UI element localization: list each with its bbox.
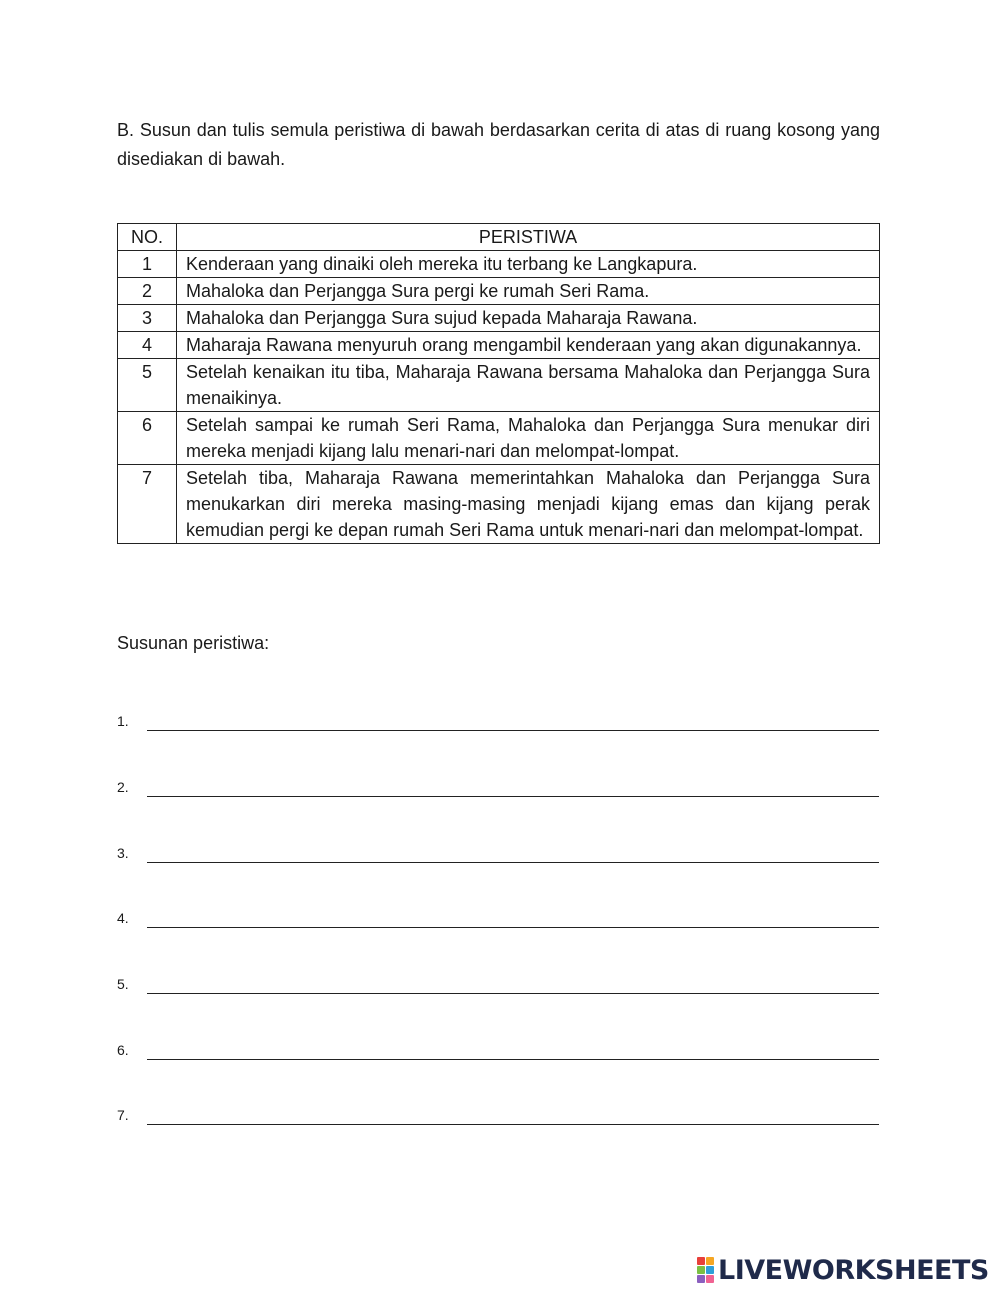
table-row	[118, 251, 880, 278]
answer-section-title: Susunan peristiwa:	[117, 633, 270, 653]
row-number: 6	[118, 412, 177, 465]
answer-number: 1.	[117, 713, 129, 729]
row-number: 4	[118, 332, 177, 359]
events-table	[117, 223, 880, 544]
row-event-text: Mahaloka dan Perjangga Sura sujud kepada Maharaja Rawana.	[177, 305, 880, 332]
row-number: 7	[118, 465, 177, 544]
answer-blank[interactable]	[147, 993, 879, 994]
answer-line-2[interactable]	[117, 777, 879, 799]
answer-line-4[interactable]	[117, 908, 879, 930]
logo-block	[706, 1266, 714, 1274]
header-no: NO.	[118, 224, 177, 251]
answer-blank[interactable]	[147, 927, 879, 928]
row-event-text: Setelah sampai ke rumah Seri Rama, Mahaloka dan Perjangga Sura menukar diri mereka menjadi kijang lalu menari-nari dan melompat-lompat.	[177, 412, 880, 465]
answer-blank[interactable]	[147, 1059, 879, 1060]
logo-block	[706, 1257, 714, 1265]
answer-line-7[interactable]	[117, 1105, 879, 1127]
logo-block	[706, 1275, 714, 1283]
header-peristiwa: PERISTIWA	[177, 224, 880, 251]
row-event-text: Mahaloka dan Perjangga Sura pergi ke rumah Seri Rama.	[177, 278, 880, 305]
answer-number: 4.	[117, 910, 129, 926]
answer-number: 5.	[117, 976, 129, 992]
answer-line-6[interactable]	[117, 1040, 879, 1062]
logo-blocks-icon	[697, 1257, 714, 1283]
answer-line-3[interactable]	[117, 843, 879, 865]
row-number: 3	[118, 305, 177, 332]
table-header-row	[118, 224, 880, 251]
logo-block	[697, 1257, 705, 1265]
answer-line-1[interactable]	[117, 711, 879, 733]
answer-line-5[interactable]	[117, 974, 879, 996]
answer-number: 2.	[117, 779, 129, 795]
answer-blank[interactable]	[147, 1124, 879, 1125]
row-number: 5	[118, 359, 177, 412]
row-number: 1	[118, 251, 177, 278]
liveworksheets-logo	[697, 1254, 989, 1286]
answer-blank[interactable]	[147, 862, 879, 863]
table-row	[118, 465, 880, 544]
logo-block	[697, 1266, 705, 1274]
answer-number: 6.	[117, 1042, 129, 1058]
row-event-text: Setelah kenaikan itu tiba, Maharaja Rawana bersama Mahaloka dan Perjangga Sura menaikinya.	[177, 359, 880, 412]
logo-wordmark: LIVEWORKSHEETS	[718, 1254, 989, 1286]
answer-number: 7.	[117, 1107, 129, 1123]
row-event-text: Kenderaan yang dinaiki oleh mereka itu terbang ke Langkapura.	[177, 251, 880, 278]
answer-number: 3.	[117, 845, 129, 861]
table-row	[118, 332, 880, 359]
table-row	[118, 278, 880, 305]
logo-block	[697, 1275, 705, 1283]
table-row	[118, 305, 880, 332]
instruction-text: B. Susun dan tulis semula peristiwa di bawah berdasarkan cerita di atas di ruang kosong yang disediakan di bawah.	[117, 120, 880, 169]
table-row	[118, 412, 880, 465]
table-row	[118, 359, 880, 412]
answer-blank[interactable]	[147, 730, 879, 731]
row-number: 2	[118, 278, 177, 305]
answer-blank[interactable]	[147, 796, 879, 797]
row-event-text: Maharaja Rawana menyuruh orang mengambil kenderaan yang akan digunakannya.	[177, 332, 880, 359]
row-event-text: Setelah tiba, Maharaja Rawana memerintahkan Mahaloka dan Perjangga Sura menukarkan diri mereka masing-masing menjadi kijang emas dan kijang perak kemudian pergi ke depan rumah Seri Rama untuk menari-nari dan melompat-lompat.	[177, 465, 880, 544]
